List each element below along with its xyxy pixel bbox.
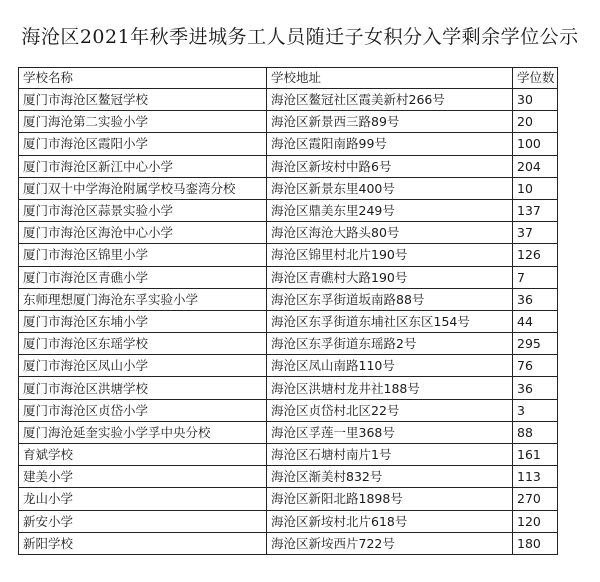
seat-count-cell: 113 xyxy=(513,466,558,488)
header-seat-count: 学位数 xyxy=(513,68,558,89)
school-name-cell: 厦门市海沧区新江中心小学 xyxy=(19,155,267,177)
school-address-cell: 海沧区东孚街道东埔社区东区154号 xyxy=(267,310,513,332)
school-address-cell: 海沧区贞岱村北区22号 xyxy=(267,399,513,421)
table-row xyxy=(19,244,558,266)
seat-count-cell: 76 xyxy=(513,355,558,377)
seat-count-cell: 204 xyxy=(513,155,558,177)
table-row xyxy=(19,310,558,332)
school-name-cell: 厦门市海沧区洪塘学校 xyxy=(19,377,267,399)
page-title: 海沧区2021年秋季进城务工人员随迁子女积分入学剩余学位公示 xyxy=(21,26,579,48)
school-address-cell: 海沧区锦里村北片190号 xyxy=(267,244,513,266)
seat-count-cell: 44 xyxy=(513,310,558,332)
school-address-cell: 海沧区海沧大路头80号 xyxy=(267,222,513,244)
header-school-address: 学校地址 xyxy=(267,68,513,89)
seat-count-cell: 161 xyxy=(513,444,558,466)
school-name-cell: 厦门市海沧区贞岱小学 xyxy=(19,399,267,421)
seat-count-cell: 10 xyxy=(513,177,558,199)
table-row xyxy=(19,510,558,532)
seat-count-cell: 20 xyxy=(513,111,558,133)
seat-count-cell: 126 xyxy=(513,244,558,266)
school-name-cell: 厦门市海沧区东瑶学校 xyxy=(19,333,267,355)
school-address-cell: 海沧区新垵村中路6号 xyxy=(267,155,513,177)
header-school-name: 学校名称 xyxy=(19,68,267,89)
seat-count-cell: 36 xyxy=(513,377,558,399)
school-address-cell: 海沧区洪塘村龙井社188号 xyxy=(267,377,513,399)
school-address-cell: 海沧区鳌冠社区霞美新村266号 xyxy=(267,89,513,111)
school-name-cell: 建美小学 xyxy=(19,466,267,488)
school-address-cell: 海沧区新景西三路89号 xyxy=(267,111,513,133)
school-name-cell: 新阳学校 xyxy=(19,532,267,554)
school-address-cell: 海沧区东孚街道东瑶路2号 xyxy=(267,333,513,355)
seat-count-cell: 120 xyxy=(513,510,558,532)
table-row xyxy=(19,89,558,111)
school-address-cell: 海沧区新垵西片722号 xyxy=(267,532,513,554)
seat-count-cell: 37 xyxy=(513,222,558,244)
table-row xyxy=(19,222,558,244)
seat-table xyxy=(18,67,558,555)
school-name-cell: 东师理想厦门海沧东孚实验小学 xyxy=(19,288,267,310)
school-address-cell: 海沧区青礁村大路190号 xyxy=(267,266,513,288)
table-row xyxy=(19,399,558,421)
table-row xyxy=(19,133,558,155)
school-name-cell: 厦门双十中学海沧附属学校马銮湾分校 xyxy=(19,177,267,199)
seat-count-cell: 295 xyxy=(513,333,558,355)
school-name-cell: 厦门市海沧区霞阳小学 xyxy=(19,133,267,155)
school-address-cell: 海沧区凤山南路110号 xyxy=(267,355,513,377)
seat-count-cell: 36 xyxy=(513,288,558,310)
school-address-cell: 海沧区新垵村北片618号 xyxy=(267,510,513,532)
table-row xyxy=(19,199,558,221)
seat-count-cell: 3 xyxy=(513,399,558,421)
school-address-cell: 海沧区新阳北路1898号 xyxy=(267,488,513,510)
seat-count-cell: 88 xyxy=(513,421,558,443)
seat-count-cell: 180 xyxy=(513,532,558,554)
school-name-cell: 新安小学 xyxy=(19,510,267,532)
table-row xyxy=(19,111,558,133)
school-address-cell: 海沧区新景东里400号 xyxy=(267,177,513,199)
school-name-cell: 厦门市海沧区鳌冠学校 xyxy=(19,89,267,111)
school-name-cell: 厦门市海沧区东埔小学 xyxy=(19,310,267,332)
school-name-cell: 龙山小学 xyxy=(19,488,267,510)
school-name-cell: 育斌学校 xyxy=(19,444,267,466)
table-row xyxy=(19,355,558,377)
table-header-row xyxy=(19,68,558,89)
school-name-cell: 厦门市海沧区海沧中心小学 xyxy=(19,222,267,244)
school-name-cell: 厦门市海沧区锦里小学 xyxy=(19,244,267,266)
school-address-cell: 海沧区渐美村832号 xyxy=(267,466,513,488)
school-name-cell: 厦门市海沧区青礁小学 xyxy=(19,266,267,288)
seat-count-cell: 137 xyxy=(513,199,558,221)
seat-count-cell: 270 xyxy=(513,488,558,510)
table-row xyxy=(19,333,558,355)
table-row xyxy=(19,466,558,488)
table-row xyxy=(19,177,558,199)
table-row xyxy=(19,288,558,310)
school-address-cell: 海沧区东孚街道坂南路88号 xyxy=(267,288,513,310)
table-row xyxy=(19,488,558,510)
school-address-cell: 海沧区孚莲一里368号 xyxy=(267,421,513,443)
school-name-cell: 厦门海沧延奎实验小学孚中央分校 xyxy=(19,421,267,443)
school-address-cell: 海沧区石塘村南片1号 xyxy=(267,444,513,466)
school-name-cell: 厦门市海沧区凤山小学 xyxy=(19,355,267,377)
table-row xyxy=(19,444,558,466)
table-row xyxy=(19,377,558,399)
school-name-cell: 厦门市海沧区蒜景实验小学 xyxy=(19,199,267,221)
school-address-cell: 海沧区鼎美东里249号 xyxy=(267,199,513,221)
seat-count-cell: 30 xyxy=(513,89,558,111)
seat-count-cell: 7 xyxy=(513,266,558,288)
table-row xyxy=(19,266,558,288)
school-address-cell: 海沧区霞阳南路99号 xyxy=(267,133,513,155)
table-row xyxy=(19,421,558,443)
school-name-cell: 厦门海沧第二实验小学 xyxy=(19,111,267,133)
seat-count-cell: 100 xyxy=(513,133,558,155)
table-row xyxy=(19,532,558,554)
table-row xyxy=(19,155,558,177)
